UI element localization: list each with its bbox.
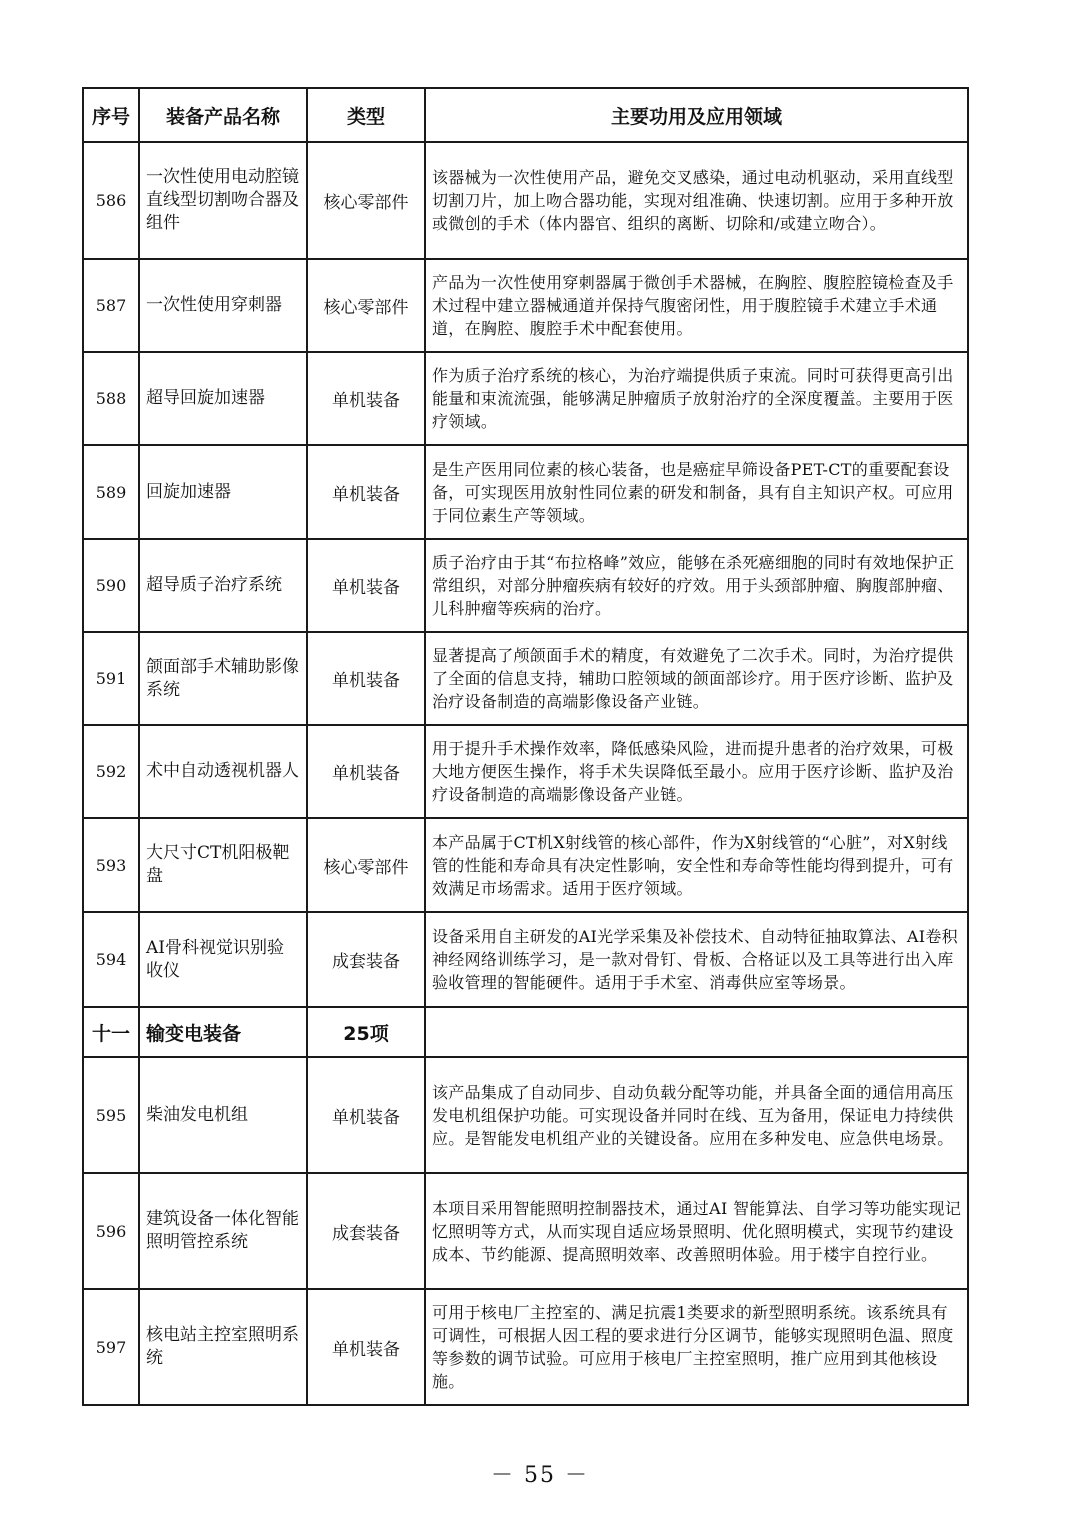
- table-row: [83, 912, 968, 1007]
- header-name: 装备产品名称: [139, 88, 307, 142]
- row-name: 超导质子治疗系统: [139, 539, 307, 632]
- table-row: [83, 725, 968, 818]
- table-row: [83, 539, 968, 632]
- row-desc: 该器械为一次性使用产品，避免交叉感染，通过电动机驱动，采用直线型切割刀片，加上吻合器功能，实现对组准确、快速切割。应用于多种开放或微创的手术（体内器官、组织的离断、切除和/或建立吻合）。: [425, 142, 968, 259]
- section-heading-row: [83, 1007, 968, 1057]
- table-row: [83, 259, 968, 352]
- row-type: 单机装备: [307, 632, 425, 725]
- table-header-row: [83, 88, 968, 142]
- row-type: 成套装备: [307, 1173, 425, 1289]
- row-seq: 593: [83, 818, 139, 912]
- row-seq: 589: [83, 445, 139, 539]
- header-type: 类型: [307, 88, 425, 142]
- row-name: 大尺寸CT机阳极靶盘: [139, 818, 307, 912]
- row-type: 核心零部件: [307, 142, 425, 259]
- row-type: 单机装备: [307, 445, 425, 539]
- table-row: [83, 352, 968, 445]
- row-desc: 该产品集成了自动同步、自动负载分配等功能，并具备全面的通信用高压发电机组保护功能。可实现设备并同时在线、互为备用，保证电力持续供应。是智能发电机组产业的关键设备。应用在多种发电、应急供电场景。: [425, 1057, 968, 1173]
- table-row: [83, 142, 968, 259]
- header-desc: 主要功用及应用领域: [425, 88, 968, 142]
- table-row: [83, 632, 968, 725]
- row-seq: 586: [83, 142, 139, 259]
- row-seq: 587: [83, 259, 139, 352]
- row-seq: 591: [83, 632, 139, 725]
- table-row: [83, 1057, 968, 1173]
- row-seq: 595: [83, 1057, 139, 1173]
- row-type: 单机装备: [307, 1057, 425, 1173]
- row-name: 核电站主控室照明系统: [139, 1289, 307, 1405]
- row-desc: 本项目采用智能照明控制器技术，通过AI 智能算法、自学习等功能实现记忆照明等方式，从而实现自适应场景照明、优化照明模式，实现节约建设成本、节约能源、提高照明效率、改善照明体验。用于楼宇自控行业。: [425, 1173, 968, 1289]
- row-name: 建筑设备一体化智能照明管控系统: [139, 1173, 307, 1289]
- section-empty-cell: [425, 1007, 968, 1057]
- row-name: 一次性使用电动腔镜直线型切割吻合器及组件: [139, 142, 307, 259]
- row-name: 超导回旋加速器: [139, 352, 307, 445]
- equipment-catalog-table: [82, 87, 969, 1406]
- row-desc: 可用于核电厂主控室的、满足抗震1类要求的新型照明系统。该系统具有可调性，可根据人因工程的要求进行分区调节，能够实现照明色温、照度等参数的调节试验。可应用于核电厂主控室照明，推广应用到其他核设施。: [425, 1289, 968, 1405]
- row-type: 单机装备: [307, 1289, 425, 1405]
- row-type: 核心零部件: [307, 259, 425, 352]
- row-seq: 592: [83, 725, 139, 818]
- row-seq: 594: [83, 912, 139, 1007]
- section-count: 25项: [307, 1007, 425, 1057]
- row-desc: 设备采用自主研发的AI光学采集及补偿技术、自动特征抽取算法、AI卷积神经网络训练学习，是一款对骨钉、骨板、合格证以及工具等进行出入库验收管理的智能硬件。适用于手术室、消毒供应室等场景。: [425, 912, 968, 1007]
- row-type: 单机装备: [307, 539, 425, 632]
- section-number: 十一: [83, 1007, 139, 1057]
- row-desc: 用于提升手术操作效率，降低感染风险，进而提升患者的治疗效果，可极大地方便医生操作，将手术失误降低至最小。应用于医疗诊断、监护及治疗设备制造的高端影像设备产业链。: [425, 725, 968, 818]
- table-row: [83, 445, 968, 539]
- row-seq: 588: [83, 352, 139, 445]
- row-name: AI骨科视觉识别验收仪: [139, 912, 307, 1007]
- row-name: 回旋加速器: [139, 445, 307, 539]
- table-row: [83, 1289, 968, 1405]
- row-desc: 显著提高了颅颌面手术的精度，有效避免了二次手术。同时，为治疗提供了全面的信息支持，辅助口腔领域的颌面部诊疗。用于医疗诊断、监护及治疗设备制造的高端影像设备产业链。: [425, 632, 968, 725]
- row-type: 单机装备: [307, 352, 425, 445]
- row-desc: 质子治疗由于其“布拉格峰”效应，能够在杀死癌细胞的同时有效地保护正常组织，对部分肿瘤疾病有较好的疗效。用于头颈部肿瘤、胸腹部肿瘤、儿科肿瘤等疾病的治疗。: [425, 539, 968, 632]
- row-type: 核心零部件: [307, 818, 425, 912]
- row-name: 柴油发电机组: [139, 1057, 307, 1173]
- row-desc: 作为质子治疗系统的核心，为治疗端提供质子束流。同时可获得更高引出能量和束流流强，能够满足肿瘤质子放射治疗的全深度覆盖。主要用于医疗领域。: [425, 352, 968, 445]
- header-seq: 序号: [83, 88, 139, 142]
- table-row: [83, 818, 968, 912]
- section-title: 输变电装备: [139, 1007, 307, 1057]
- row-name: 一次性使用穿刺器: [139, 259, 307, 352]
- row-name: 颌面部手术辅助影像系统: [139, 632, 307, 725]
- page-number: － 55 －: [491, 1463, 589, 1488]
- table-row: [83, 1173, 968, 1289]
- row-seq: 590: [83, 539, 139, 632]
- row-desc: 是生产医用同位素的核心装备，也是癌症早筛设备PET-CT的重要配套设备，可实现医用放射性同位素的研发和制备，具有自主知识产权。可应用于同位素生产等领域。: [425, 445, 968, 539]
- row-name: 术中自动透视机器人: [139, 725, 307, 818]
- row-desc: 产品为一次性使用穿刺器属于微创手术器械，在胸腔、腹腔腔镜检查及手术过程中建立器械通道并保持气腹密闭性，用于腹腔镜手术建立手术通道，在胸腔、腹腔手术中配套使用。: [425, 259, 968, 352]
- row-seq: 597: [83, 1289, 139, 1405]
- row-seq: 596: [83, 1173, 139, 1289]
- row-type: 成套装备: [307, 912, 425, 1007]
- row-desc: 本产品属于CT机X射线管的核心部件，作为X射线管的“心脏”，对X射线管的性能和寿命具有决定性影响，安全性和寿命等性能均得到提升，可有效满足市场需求。适用于医疗领域。: [425, 818, 968, 912]
- row-type: 单机装备: [307, 725, 425, 818]
